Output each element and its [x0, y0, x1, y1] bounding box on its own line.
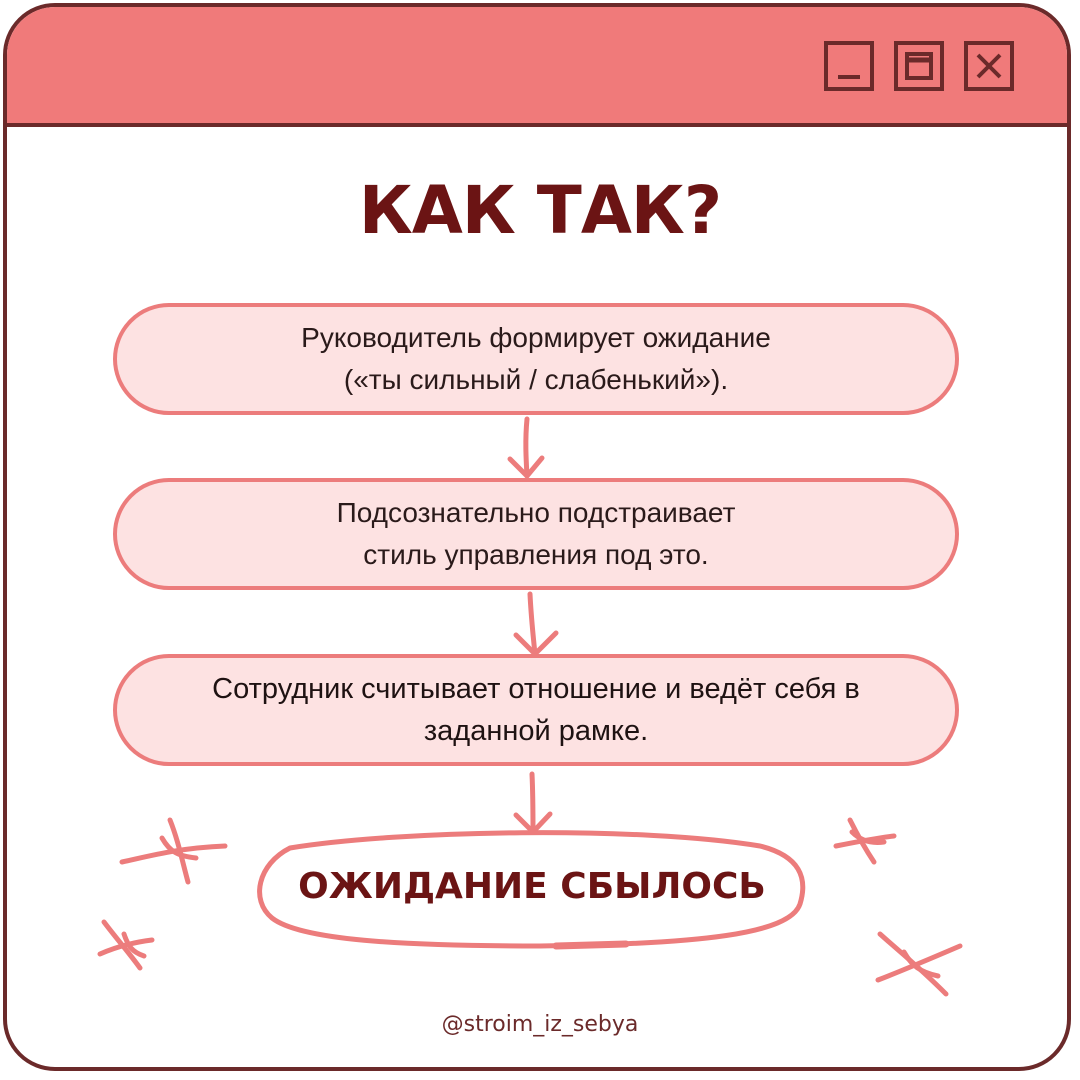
close-button[interactable]: [964, 41, 1014, 91]
step-box-1: [113, 303, 959, 415]
step-3-line-2: заданной рамке.: [423, 715, 649, 747]
page-title: КАК ТАК?: [358, 172, 722, 249]
step-3-line-1: Сотрудник считывает отношение и ведёт себя в: [212, 673, 860, 705]
step-2-line-2: стиль управления под это.: [363, 539, 709, 570]
close-icon: [972, 49, 1006, 83]
title-bar: [7, 7, 1067, 127]
step-2-line-1: Подсознательно подстраивает: [336, 497, 736, 528]
result-label: ОЖИДАНИЕ СБЫЛОСЬ: [298, 866, 766, 907]
maximize-button[interactable]: [894, 41, 944, 91]
step-1-line-2: («ты сильный / слабенький»).: [343, 364, 729, 395]
step-1-line-1: Руководитель формирует ожидание: [301, 322, 771, 353]
minimize-icon: [832, 49, 866, 83]
minimize-button[interactable]: [824, 41, 874, 91]
author-handle: @stroim_iz_sebya: [441, 1012, 639, 1037]
step-box-3: [113, 654, 959, 766]
maximize-icon: [902, 49, 936, 83]
step-box-2: [113, 478, 959, 590]
